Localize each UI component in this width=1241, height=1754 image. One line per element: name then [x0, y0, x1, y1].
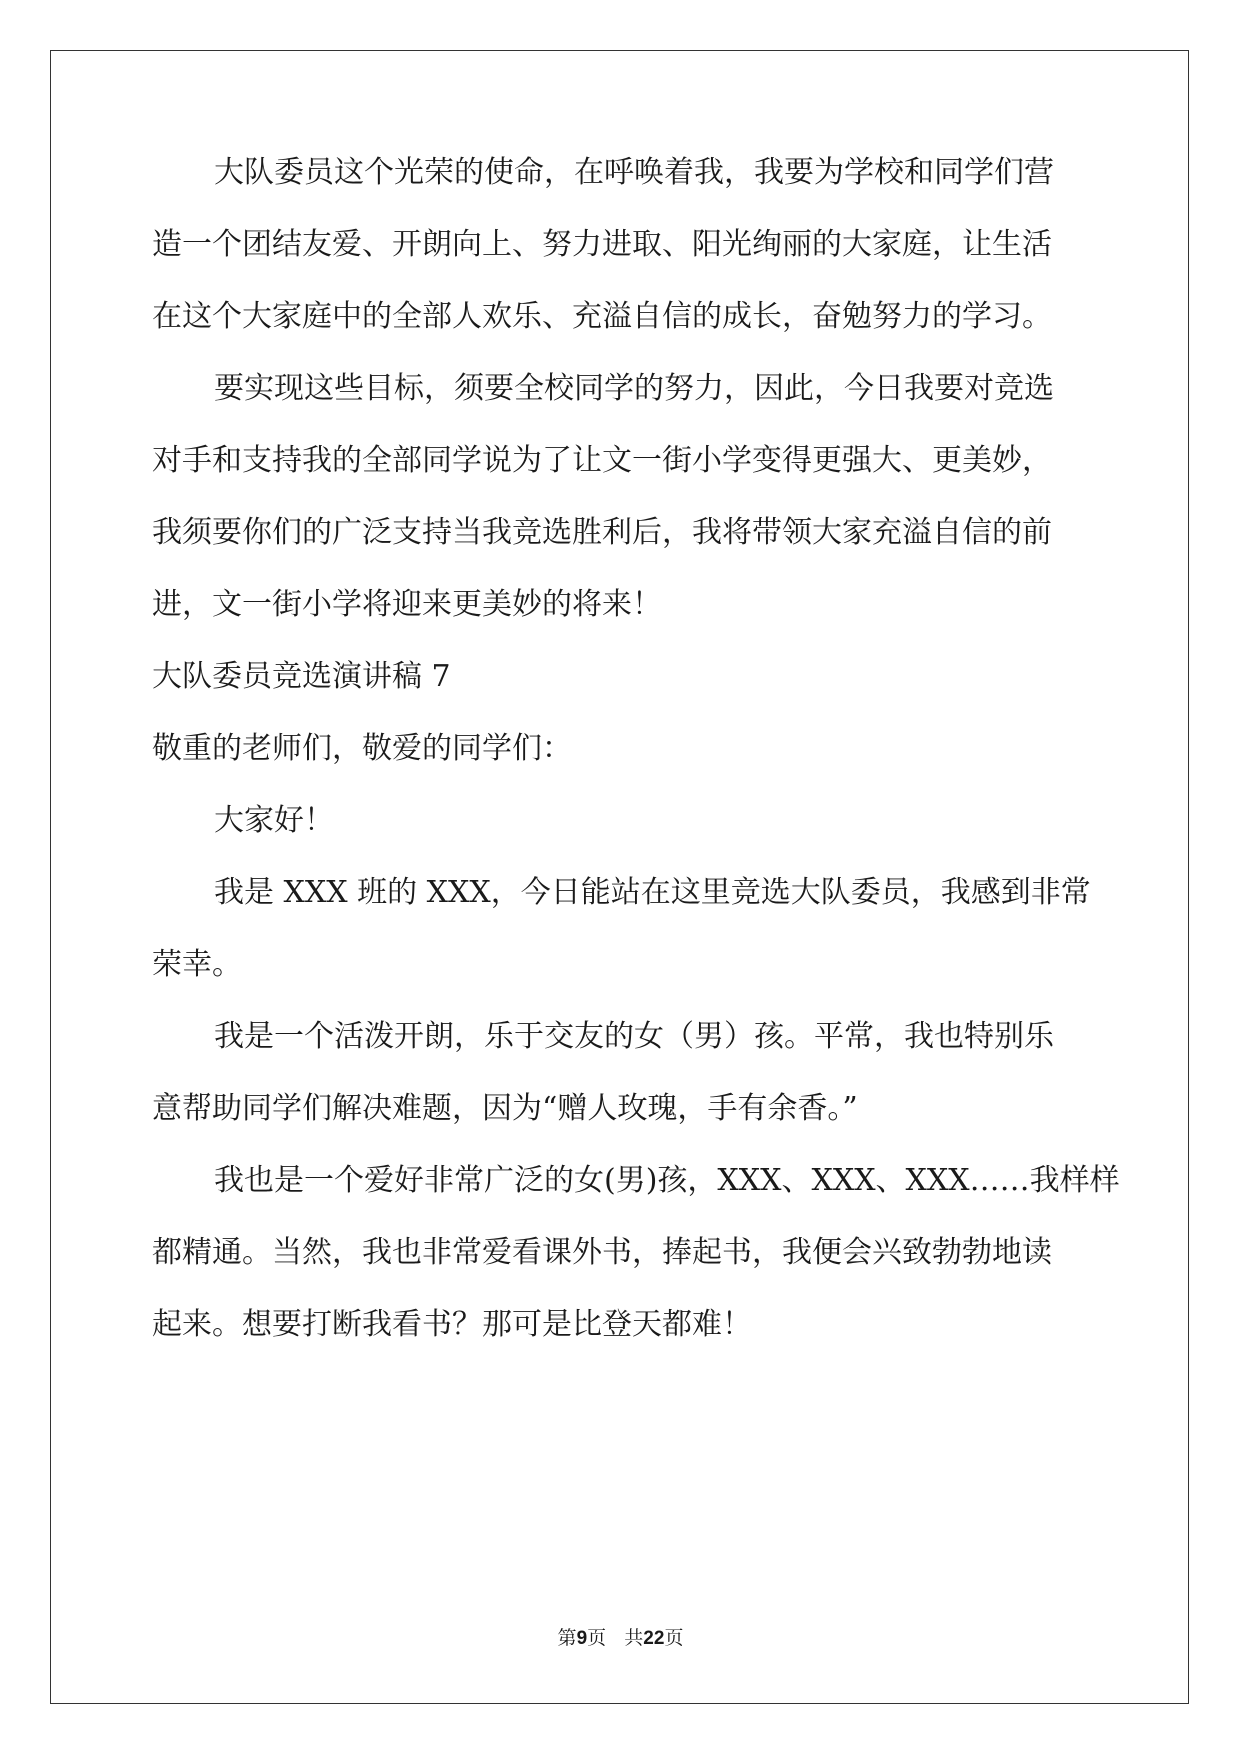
paragraph-line: 我须要你们的广泛支持当我竞选胜利后，我将带领大家充溢自信的前 [152, 515, 1052, 550]
paragraph-line: 要实现这些目标，须要全校同学的努力，因此，今日我要对竞选 [214, 371, 1054, 406]
paragraph-line: 荣幸。 [152, 947, 242, 982]
page-footer [0, 1625, 1241, 1652]
total-prefix: 共 [624, 1627, 644, 1649]
paragraph-line: 我是一个活泼开朗，乐于交友的女（男）孩。平常，我也特别乐 [214, 1019, 1054, 1054]
greeting: 大家好！ [214, 803, 334, 838]
paragraph-line: 对手和支持我的全部同学说为了让文一街小学变得更强大、更美妙， [152, 443, 1052, 478]
total-pages: 22 [643, 1628, 665, 1649]
paragraph-line: 都精通。当然，我也非常爱看课外书，捧起书，我便会兴致勃勃地读 [152, 1235, 1052, 1270]
total-suffix: 页 [664, 1627, 684, 1649]
paragraph-line: 起来。想要打断我看书？那可是比登天都难！ [152, 1307, 752, 1342]
page-prefix: 第 [557, 1627, 577, 1649]
page-number: 9 [576, 1628, 588, 1649]
paragraph-line: 在这个大家庭中的全部人欢乐、充溢自信的成长，奋勉努力的学习。 [152, 299, 1052, 334]
salutation: 敬重的老师们，敬爱的同学们： [152, 731, 572, 766]
paragraph-line: 我是 XXX 班的 XXX，今日能站在这里竞选大队委员，我感到非常 [214, 875, 1091, 910]
paragraph-line: 大队委员这个光荣的使命，在呼唤着我，我要为学校和同学们营 [214, 155, 1054, 190]
page-suffix: 页 [587, 1627, 607, 1649]
paragraph-line: 意帮助同学们解决难题，因为“赠人玫瑰，手有余香。” [152, 1091, 858, 1126]
paragraph-line: 进，文一街小学将迎来更美妙的将来！ [152, 587, 662, 622]
paragraph-line: 造一个团结友爱、开朗向上、努力进取、阳光绚丽的大家庭，让生活 [152, 227, 1052, 262]
section-heading: 大队委员竞选演讲稿 7 [152, 659, 451, 694]
paragraph-line: 我也是一个爱好非常广泛的女(男)孩，XXX、XXX、XXX……我样样 [214, 1163, 1120, 1198]
